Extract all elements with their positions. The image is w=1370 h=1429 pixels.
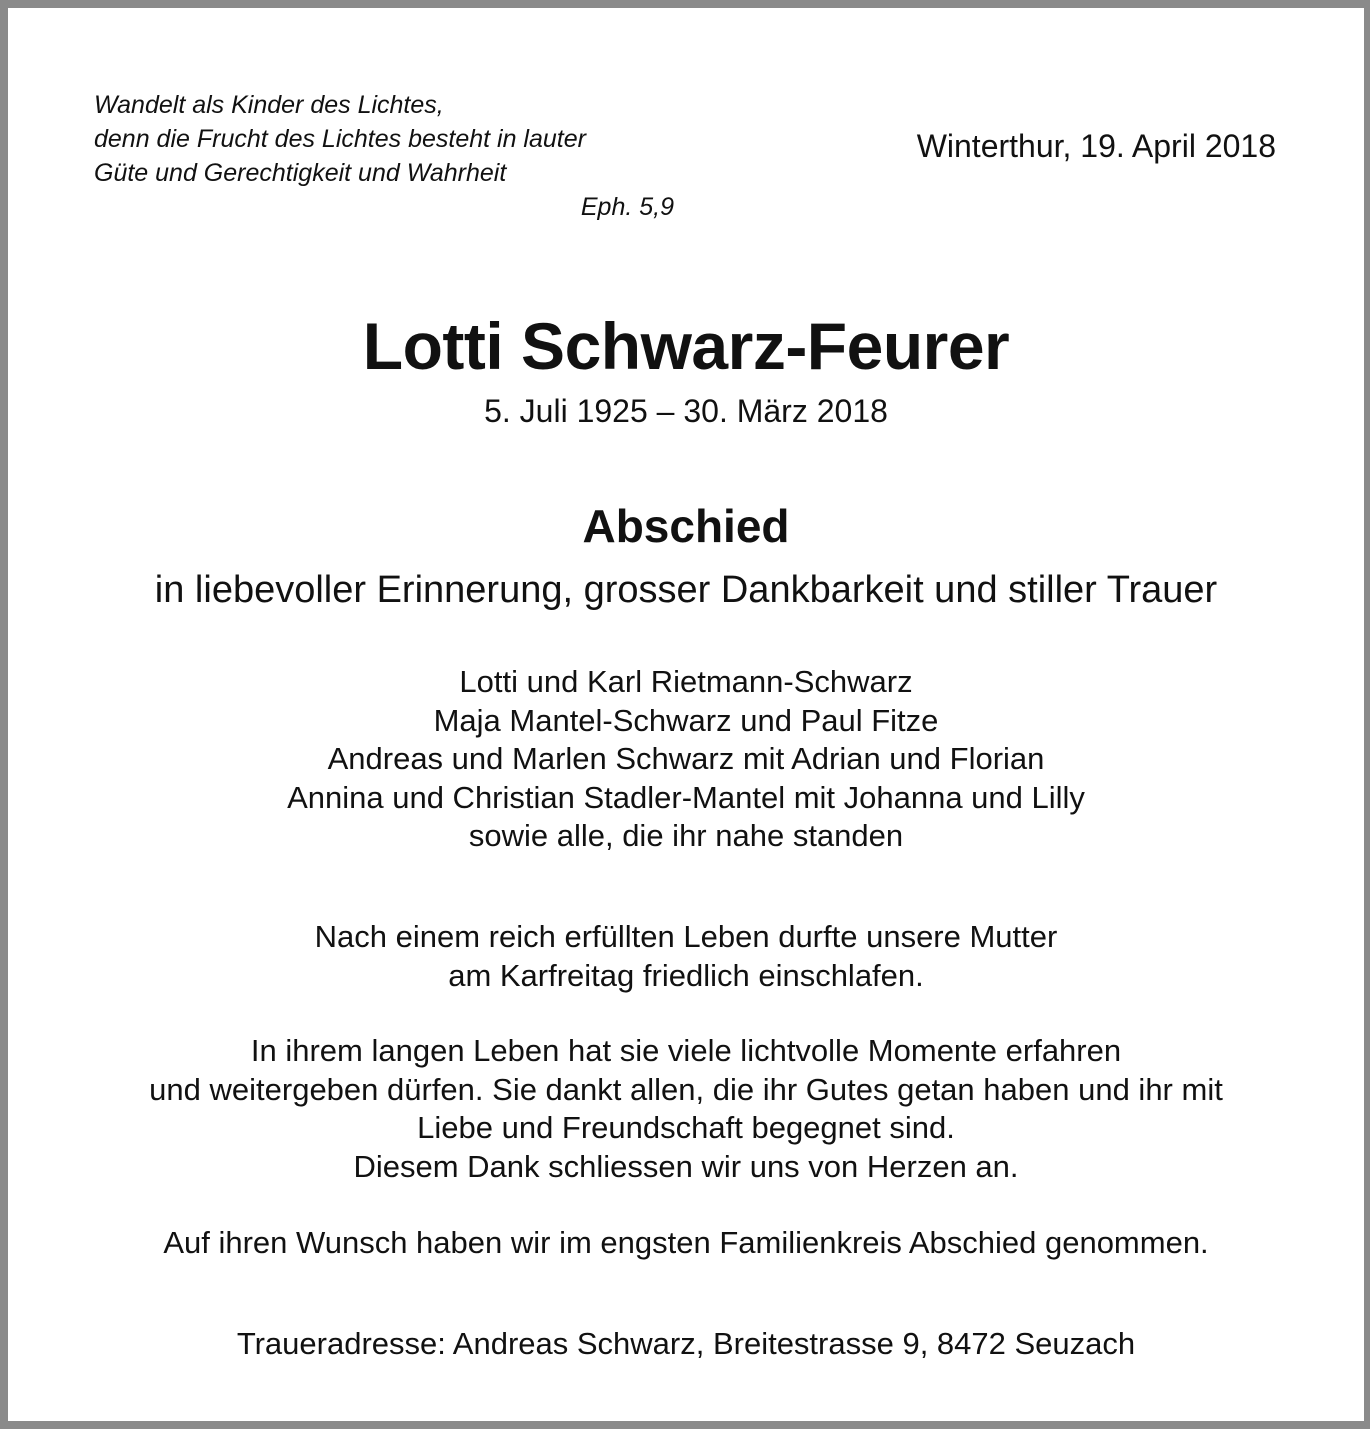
family-member: Maja Mantel-Schwarz und Paul Fitze bbox=[433, 702, 939, 738]
paragraph-thanks bbox=[8, 1032, 1364, 1186]
paragraph-passing bbox=[8, 918, 1364, 995]
paragraph-line: am Karfreitag friedlich einschlafen. bbox=[448, 957, 924, 993]
mourning-family-list bbox=[8, 663, 1364, 856]
paragraph-line: und weitergeben dürfen. Sie dankt allen, die ihr Gutes getan haben und ihr mit bbox=[149, 1071, 1223, 1107]
mourning-address: Traueradresse: Andreas Schwarz, Breitestrasse 9, 8472 Seuzach bbox=[236, 1326, 1136, 1361]
paragraph-line: Nach einem reich erfüllten Leben durfte unsere Mutter bbox=[314, 919, 1058, 954]
remembrance-line: in liebevoller Erinnerung, grosser Dankbarkeit und stiller Trauer bbox=[154, 569, 1218, 611]
family-member: Annina und Christian Stadler-Mantel mit Johanna und Lilly bbox=[287, 779, 1085, 815]
verse-reference: Eph. 5,9 bbox=[580, 193, 674, 221]
bible-verse bbox=[94, 88, 694, 224]
deceased-name: Lotti Schwarz-Feurer bbox=[362, 309, 1010, 383]
family-member: Andreas und Marlen Schwarz mit Adrian und Florian bbox=[327, 741, 1045, 776]
family-member: sowie alle, die ihr nahe standen bbox=[468, 818, 904, 853]
place-and-date: Winterthur, 19. April 2018 bbox=[916, 128, 1276, 164]
verse-line: Güte und Gerechtigkeit und Wahrheit bbox=[94, 159, 507, 187]
family-member: Lotti und Karl Rietmann-Schwarz bbox=[459, 664, 913, 699]
paragraph-line: Diesem Dank schliessen wir uns von Herzen an. bbox=[353, 1148, 1019, 1184]
verse-line: denn die Frucht des Lichtes besteht in lauter bbox=[94, 125, 586, 153]
life-dates: 5. Juli 1925 – 30. März 2018 bbox=[484, 393, 888, 429]
paragraph-private-farewell bbox=[8, 1224, 1364, 1263]
paragraph-line: Auf ihren Wunsch haben wir im engsten Familienkreis Abschied genommen. bbox=[163, 1225, 1209, 1260]
farewell-heading: Abschied bbox=[582, 500, 790, 552]
paragraph-line: Liebe und Freundschaft begegnet sind. bbox=[417, 1110, 955, 1145]
paragraph-line: In ihrem langen Leben hat sie viele lichtvolle Momente erfahren bbox=[250, 1033, 1122, 1068]
verse-line: Wandelt als Kinder des Lichtes, bbox=[94, 91, 444, 119]
